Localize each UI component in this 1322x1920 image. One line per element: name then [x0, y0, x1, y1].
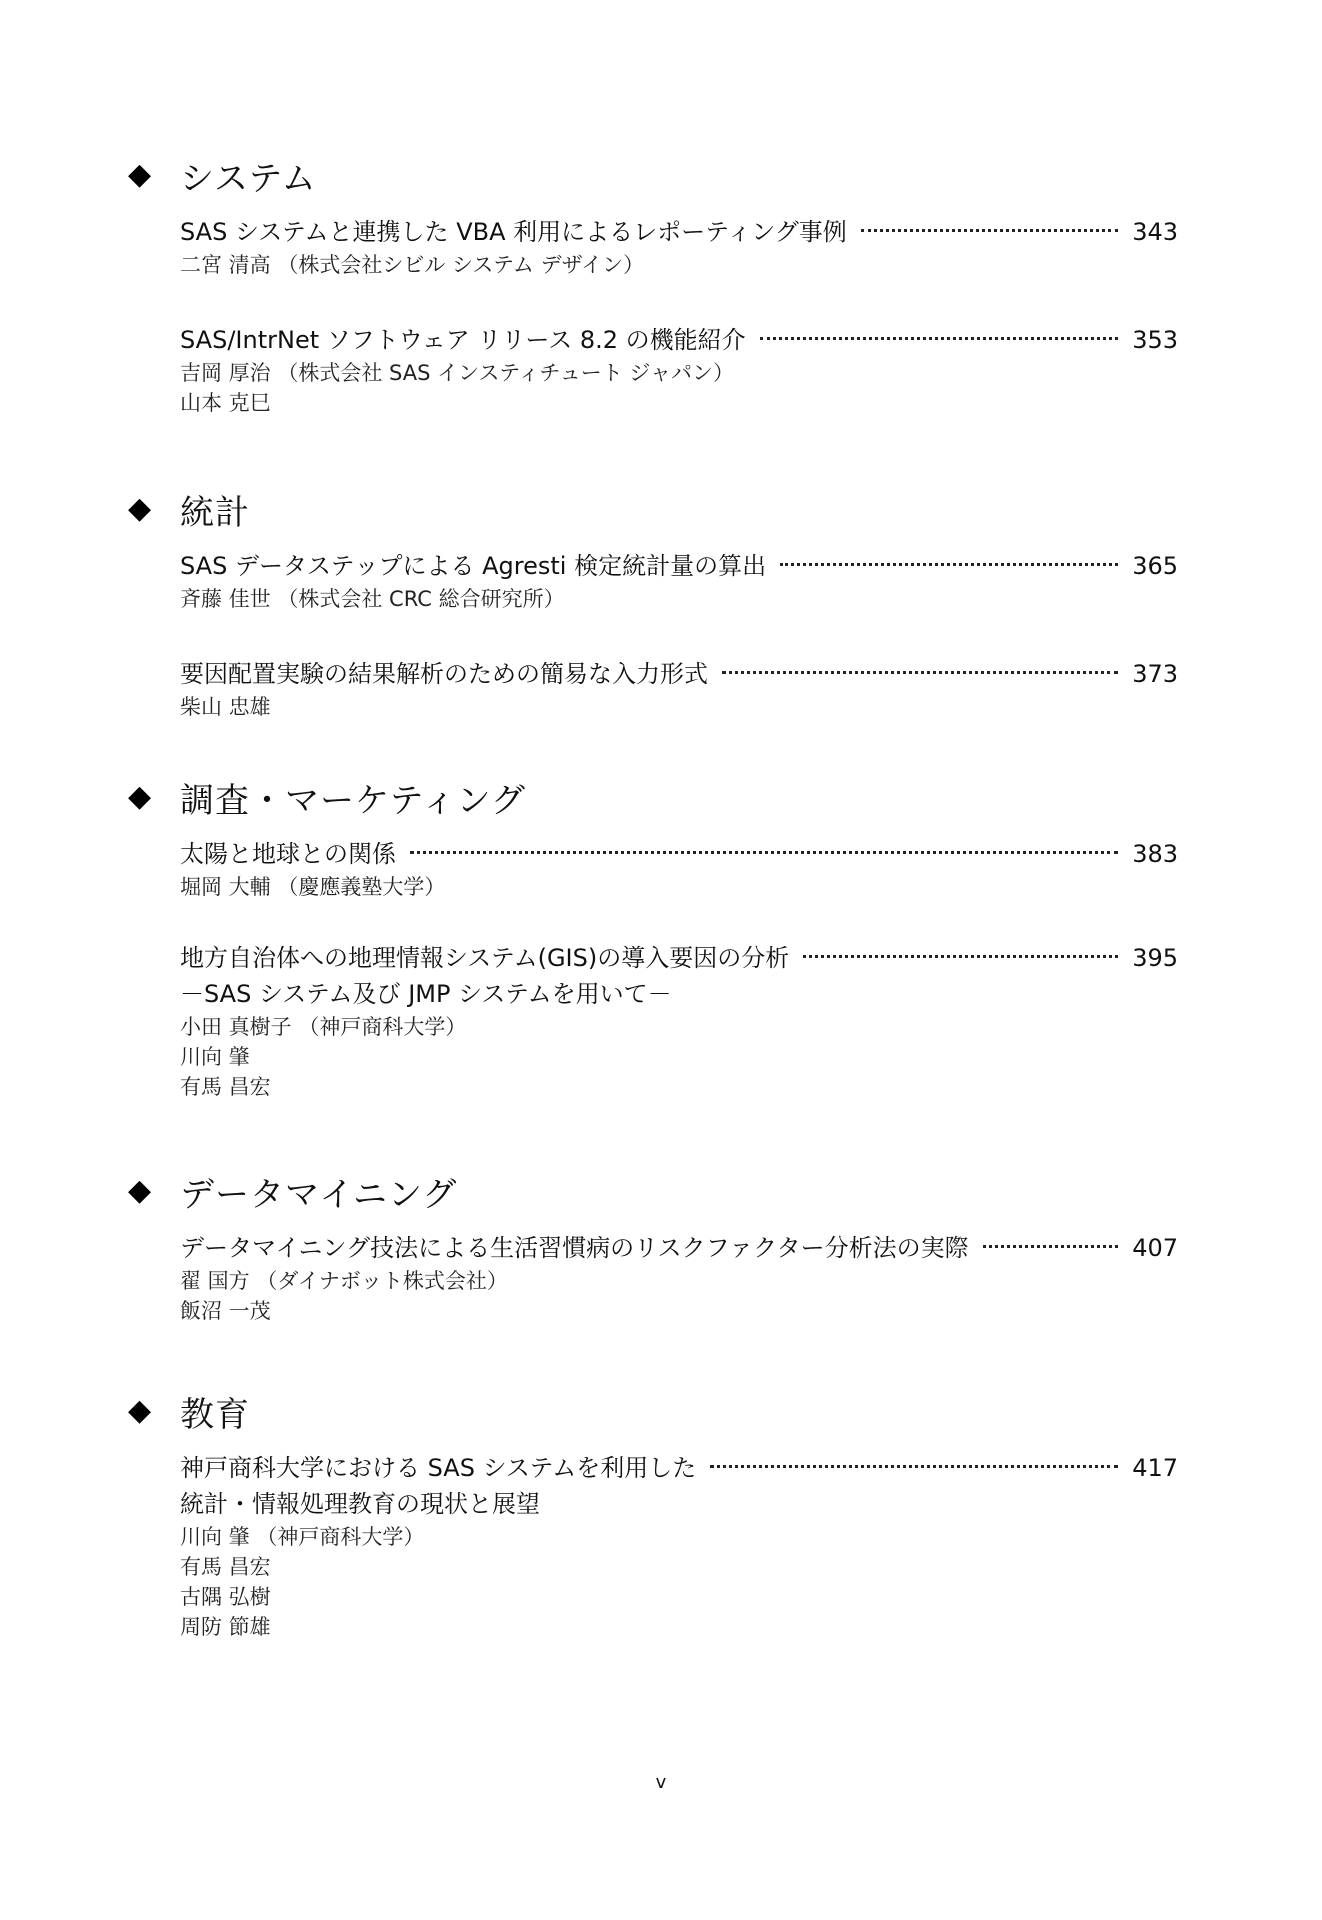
dot-leader — [780, 563, 1118, 566]
section-statistics — [128, 484, 1178, 722]
entry-author: 川向 肇 （神戸商科大学） — [180, 1525, 425, 1549]
entry-author: 小田 真樹子 （神戸商科大学） — [180, 1015, 467, 1039]
entry-author: 二宮 清高 （株式会社シビル システム デザイン） — [180, 253, 645, 277]
section-survey-marketing — [128, 772, 1178, 1102]
entry-author: 山本 克巳 — [180, 391, 271, 415]
dot-leader — [410, 851, 1118, 854]
dot-leader — [722, 671, 1118, 674]
entry-title[interactable]: データマイニング技法による生活習慣病のリスクファクター分析法の実際 — [180, 1234, 969, 1262]
entry-author: 川向 肇 — [180, 1045, 250, 1069]
page-number: 417 — [1132, 1454, 1178, 1482]
entry-subtitle: －SAS システム及び JMP システムを用いて－ — [180, 980, 672, 1008]
toc-entry[interactable] — [180, 656, 1178, 722]
section-title: システム — [180, 158, 317, 199]
page-number: 365 — [1132, 552, 1178, 580]
section-title: 調査・マーケティング — [180, 780, 526, 821]
toc-entry[interactable] — [180, 548, 1178, 614]
entry-author: 有馬 昌宏 — [180, 1075, 271, 1099]
entry-author: 吉岡 厚治 （株式会社 SAS インスティチュート ジャパン） — [180, 361, 735, 385]
page-number: 353 — [1132, 326, 1178, 354]
toc-entry[interactable] — [180, 322, 1178, 418]
section-data-mining — [128, 1166, 1178, 1326]
section-header — [128, 484, 1178, 534]
section-header — [128, 1386, 1178, 1436]
dot-leader — [861, 229, 1118, 232]
page-number: 373 — [1132, 660, 1178, 688]
diamond-icon: ◆ — [128, 1173, 152, 1208]
diamond-icon: ◆ — [128, 491, 152, 526]
entry-title[interactable]: 要因配置実験の結果解析のための簡易な入力形式 — [180, 660, 708, 688]
toc-entry[interactable] — [180, 940, 1178, 1102]
diamond-icon: ◆ — [128, 779, 152, 814]
section-education — [128, 1386, 1178, 1642]
page-number: 407 — [1132, 1234, 1178, 1262]
entry-author: 柴山 忠雄 — [180, 695, 271, 719]
entry-title[interactable]: 地方自治体への地理情報システム(GIS)の導入要因の分析 — [180, 944, 790, 972]
diamond-icon: ◆ — [128, 1393, 152, 1428]
toc-entry[interactable] — [180, 214, 1178, 280]
entry-author: 有馬 昌宏 — [180, 1555, 271, 1579]
section-header — [128, 1166, 1178, 1216]
entry-subtitle: 統計・情報処理教育の現状と展望 — [180, 1490, 540, 1518]
entry-title[interactable]: SAS システムと連携した VBA 利用によるレポーティング事例 — [180, 218, 847, 246]
entry-author: 翟 国方 （ダイナボット株式会社） — [180, 1269, 508, 1293]
section-system — [128, 150, 1178, 418]
entry-title[interactable]: 太陽と地球との関係 — [180, 840, 396, 868]
section-title: 統計 — [180, 492, 250, 533]
dot-leader — [983, 1245, 1119, 1248]
dot-leader — [803, 955, 1118, 958]
page-number: 383 — [1132, 840, 1178, 868]
entry-title[interactable]: 神戸商科大学における SAS システムを利用した — [180, 1454, 697, 1482]
section-header — [128, 150, 1178, 200]
page-number: 395 — [1132, 944, 1178, 972]
entry-author: 斉藤 佳世 （株式会社 CRC 総合研究所） — [180, 587, 565, 611]
entry-author: 飯沼 一茂 — [180, 1299, 271, 1323]
entry-title[interactable]: SAS データステップによる Agresti 検定統計量の算出 — [180, 552, 767, 580]
dot-leader — [710, 1465, 1118, 1468]
dot-leader — [760, 337, 1119, 340]
page-number: 343 — [1132, 218, 1178, 246]
toc-entry[interactable] — [180, 1230, 1178, 1326]
diamond-icon: ◆ — [128, 157, 152, 192]
toc-entry[interactable] — [180, 1450, 1178, 1642]
entry-title[interactable]: SAS/IntrNet ソフトウェア リリース 8.2 の機能紹介 — [180, 326, 746, 354]
section-title: データマイニング — [180, 1174, 458, 1215]
entry-author: 古隅 弘樹 — [180, 1585, 271, 1609]
entry-author: 周防 節雄 — [180, 1615, 271, 1639]
section-title: 教育 — [180, 1394, 250, 1435]
section-header — [128, 772, 1178, 822]
page-footer-number: v — [655, 1772, 667, 1793]
entry-author: 堀岡 大輔 （慶應義塾大学） — [180, 875, 446, 899]
toc-entry[interactable] — [180, 836, 1178, 902]
